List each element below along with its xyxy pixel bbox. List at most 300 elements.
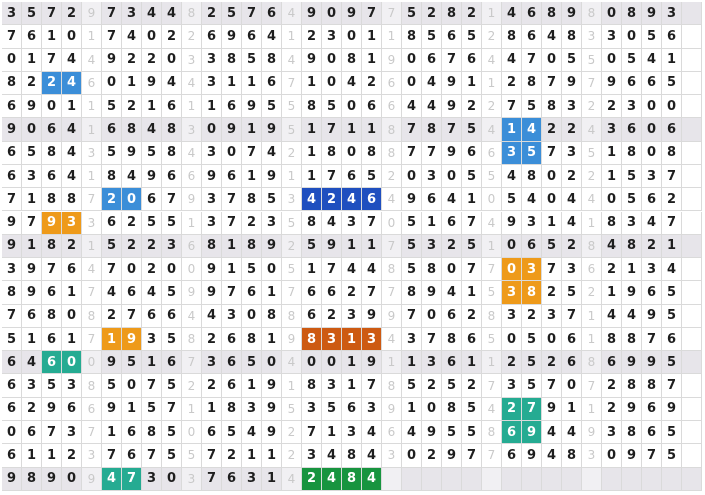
digit-cell[interactable]: 8 — [562, 444, 582, 467]
digit-cell[interactable]: 2 — [562, 165, 582, 188]
digit-cell[interactable]: 7 — [22, 212, 42, 235]
digit-cell[interactable]: 1 — [362, 25, 382, 48]
digit-cell[interactable]: 5 — [262, 95, 282, 118]
digit-cell[interactable]: 3 — [242, 468, 262, 491]
digit-cell[interactable]: 9 — [2, 212, 22, 235]
digit-cell[interactable]: 6 — [522, 25, 542, 48]
digit-cell[interactable]: 0 — [22, 118, 42, 141]
digit-cell[interactable]: 0 — [122, 374, 142, 397]
digit-cell[interactable]: 1 — [462, 188, 482, 211]
highlighted-digit[interactable]: 8 — [302, 328, 322, 351]
separator-digit[interactable]: 7 — [482, 374, 502, 397]
separator-digit[interactable]: 5 — [482, 328, 502, 351]
digit-cell[interactable]: 8 — [442, 398, 462, 421]
digit-cell[interactable]: 7 — [42, 49, 62, 72]
digit-cell[interactable]: 4 — [622, 305, 642, 328]
digit-cell[interactable]: 9 — [262, 374, 282, 397]
digit-cell[interactable]: 4 — [642, 49, 662, 72]
digit-cell[interactable]: 3 — [2, 258, 22, 281]
digit-cell[interactable]: 5 — [362, 165, 382, 188]
digit-cell[interactable]: 0 — [262, 351, 282, 374]
digit-cell[interactable]: 6 — [662, 118, 682, 141]
separator-digit[interactable] — [582, 468, 602, 491]
digit-cell[interactable] — [682, 281, 702, 304]
digit-cell[interactable]: 1 — [302, 118, 322, 141]
digit-cell[interactable]: 2 — [62, 444, 82, 467]
digit-cell[interactable]: 6 — [2, 142, 22, 165]
separator-digit[interactable]: 1 — [82, 25, 102, 48]
separator-digit[interactable]: 1 — [82, 165, 102, 188]
digit-cell[interactable]: 0 — [542, 188, 562, 211]
digit-cell[interactable]: 7 — [102, 2, 122, 25]
separator-digit[interactable]: 2 — [482, 25, 502, 48]
digit-cell[interactable]: 6 — [662, 328, 682, 351]
digit-cell[interactable]: 9 — [202, 281, 222, 304]
digit-cell[interactable]: 6 — [22, 305, 42, 328]
separator-digit[interactable]: 3 — [282, 188, 302, 211]
separator-digit[interactable]: 9 — [182, 281, 202, 304]
digit-cell[interactable]: 8 — [262, 305, 282, 328]
digit-cell[interactable]: 8 — [522, 72, 542, 95]
digit-cell[interactable]: 7 — [322, 258, 342, 281]
digit-cell[interactable]: 3 — [262, 212, 282, 235]
separator-digit[interactable]: 2 — [582, 95, 602, 118]
separator-digit[interactable]: 1 — [482, 72, 502, 95]
separator-digit[interactable]: 8 — [382, 258, 402, 281]
digit-cell[interactable]: 4 — [502, 49, 522, 72]
separator-digit[interactable]: 9 — [382, 305, 402, 328]
digit-cell[interactable]: 0 — [62, 468, 82, 491]
digit-cell[interactable]: 6 — [22, 421, 42, 444]
digit-cell[interactable]: 6 — [502, 444, 522, 467]
digit-cell[interactable]: 7 — [2, 188, 22, 211]
digit-cell[interactable]: 6 — [422, 49, 442, 72]
digit-cell[interactable]: 2 — [522, 305, 542, 328]
digit-cell[interactable]: 7 — [462, 212, 482, 235]
separator-digit[interactable]: 6 — [82, 72, 102, 95]
digit-cell[interactable]: 0 — [142, 25, 162, 48]
digit-cell[interactable]: 3 — [642, 258, 662, 281]
highlighted-digit[interactable]: 4 — [522, 118, 542, 141]
digit-cell[interactable]: 3 — [342, 305, 362, 328]
digit-cell[interactable]: 7 — [402, 305, 422, 328]
separator-digit[interactable]: 4 — [182, 72, 202, 95]
digit-cell[interactable]: 6 — [2, 398, 22, 421]
digit-cell[interactable]: 1 — [602, 142, 622, 165]
digit-cell[interactable]: 3 — [62, 374, 82, 397]
digit-cell[interactable]: 2 — [102, 305, 122, 328]
digit-cell[interactable]: 0 — [542, 49, 562, 72]
digit-cell[interactable]: 0 — [62, 305, 82, 328]
digit-cell[interactable]: 6 — [322, 281, 342, 304]
separator-digit[interactable]: 1 — [182, 212, 202, 235]
digit-cell[interactable]: 9 — [202, 258, 222, 281]
digit-cell[interactable]: 2 — [242, 212, 262, 235]
separator-digit[interactable]: 7 — [582, 72, 602, 95]
digit-cell[interactable]: 6 — [462, 328, 482, 351]
separator-digit[interactable]: 7 — [82, 421, 102, 444]
digit-cell[interactable]: 1 — [402, 398, 422, 421]
digit-cell[interactable]: 2 — [122, 49, 142, 72]
digit-cell[interactable]: 6 — [2, 374, 22, 397]
digit-cell[interactable]: 9 — [122, 142, 142, 165]
digit-cell[interactable]: 4 — [322, 444, 342, 467]
digit-cell[interactable]: 4 — [342, 72, 362, 95]
digit-cell[interactable]: 5 — [162, 212, 182, 235]
digit-cell[interactable] — [682, 142, 702, 165]
digit-cell[interactable] — [682, 468, 702, 491]
digit-cell[interactable]: 7 — [402, 118, 422, 141]
digit-cell[interactable]: 5 — [162, 281, 182, 304]
digit-cell[interactable]: 6 — [362, 95, 382, 118]
digit-cell[interactable]: 6 — [462, 142, 482, 165]
digit-cell[interactable]: 7 — [562, 305, 582, 328]
digit-cell[interactable]: 9 — [262, 118, 282, 141]
digit-cell[interactable]: 9 — [222, 25, 242, 48]
separator-digit[interactable]: 8 — [382, 374, 402, 397]
digit-cell[interactable]: 6 — [622, 72, 642, 95]
digit-cell[interactable]: 7 — [642, 444, 662, 467]
digit-cell[interactable]: 5 — [22, 142, 42, 165]
digit-cell[interactable]: 0 — [202, 118, 222, 141]
highlighted-digit[interactable]: 4 — [102, 468, 122, 491]
highlighted-digit[interactable]: 4 — [362, 468, 382, 491]
digit-cell[interactable]: 8 — [522, 165, 542, 188]
digit-cell[interactable]: 2 — [142, 235, 162, 258]
digit-cell[interactable]: 1 — [22, 328, 42, 351]
digit-cell[interactable]: 1 — [622, 258, 642, 281]
digit-cell[interactable]: 0 — [162, 258, 182, 281]
digit-cell[interactable]: 4 — [262, 142, 282, 165]
digit-cell[interactable]: 5 — [322, 95, 342, 118]
digit-cell[interactable]: 6 — [142, 305, 162, 328]
highlighted-digit[interactable]: 6 — [42, 351, 62, 374]
digit-cell[interactable]: 2 — [202, 374, 222, 397]
digit-cell[interactable]: 4 — [602, 235, 622, 258]
digit-cell[interactable]: 4 — [442, 281, 462, 304]
digit-cell[interactable] — [602, 468, 622, 491]
digit-cell[interactable]: 6 — [142, 188, 162, 211]
digit-cell[interactable] — [682, 95, 702, 118]
digit-cell[interactable]: 2 — [642, 235, 662, 258]
digit-cell[interactable]: 3 — [202, 142, 222, 165]
digit-cell[interactable]: 0 — [422, 305, 442, 328]
digit-cell[interactable]: 5 — [622, 188, 642, 211]
digit-cell[interactable] — [682, 25, 702, 48]
digit-cell[interactable]: 3 — [142, 468, 162, 491]
digit-cell[interactable]: 1 — [562, 398, 582, 421]
digit-cell[interactable]: 0 — [442, 165, 462, 188]
separator-digit[interactable]: 1 — [82, 235, 102, 258]
digit-cell[interactable]: 9 — [442, 72, 462, 95]
digit-cell[interactable] — [682, 2, 702, 25]
digit-cell[interactable]: 9 — [622, 351, 642, 374]
digit-cell[interactable]: 0 — [322, 2, 342, 25]
digit-cell[interactable]: 8 — [222, 398, 242, 421]
digit-cell[interactable]: 6 — [222, 468, 242, 491]
digit-cell[interactable] — [502, 468, 522, 491]
digit-cell[interactable]: 0 — [542, 328, 562, 351]
digit-cell[interactable]: 7 — [162, 188, 182, 211]
digit-cell[interactable]: 9 — [362, 305, 382, 328]
separator-digit[interactable]: 8 — [382, 118, 402, 141]
highlighted-digit[interactable]: 4 — [342, 188, 362, 211]
digit-cell[interactable]: 3 — [202, 72, 222, 95]
digit-cell[interactable]: 9 — [262, 421, 282, 444]
digit-cell[interactable] — [462, 468, 482, 491]
digit-cell[interactable]: 7 — [362, 2, 382, 25]
highlighted-digit[interactable]: 5 — [522, 142, 542, 165]
digit-cell[interactable]: 1 — [542, 212, 562, 235]
digit-cell[interactable]: 1 — [342, 351, 362, 374]
digit-cell[interactable]: 0 — [642, 118, 662, 141]
digit-cell[interactable]: 7 — [422, 328, 442, 351]
digit-cell[interactable]: 3 — [22, 374, 42, 397]
digit-cell[interactable]: 3 — [642, 165, 662, 188]
digit-cell[interactable] — [682, 72, 702, 95]
digit-cell[interactable]: 3 — [562, 258, 582, 281]
digit-cell[interactable]: 7 — [102, 258, 122, 281]
separator-digit[interactable]: 5 — [482, 165, 502, 188]
digit-cell[interactable]: 3 — [122, 2, 142, 25]
separator-digit[interactable]: 5 — [282, 95, 302, 118]
digit-cell[interactable]: 1 — [662, 235, 682, 258]
highlighted-digit[interactable]: 2 — [42, 72, 62, 95]
digit-cell[interactable]: 4 — [522, 188, 542, 211]
separator-digit[interactable]: 5 — [282, 258, 302, 281]
digit-cell[interactable]: 6 — [2, 351, 22, 374]
separator-digit[interactable]: 2 — [282, 142, 302, 165]
digit-cell[interactable]: 2 — [562, 235, 582, 258]
separator-digit[interactable]: 2 — [182, 25, 202, 48]
separator-digit[interactable]: 9 — [182, 188, 202, 211]
highlighted-digit[interactable]: 2 — [302, 468, 322, 491]
separator-digit[interactable]: 4 — [182, 305, 202, 328]
digit-cell[interactable]: 3 — [162, 235, 182, 258]
digit-cell[interactable]: 6 — [262, 72, 282, 95]
digit-cell[interactable]: 3 — [602, 421, 622, 444]
separator-digit[interactable]: 4 — [582, 188, 602, 211]
digit-cell[interactable]: 7 — [422, 142, 442, 165]
digit-cell[interactable]: 5 — [162, 374, 182, 397]
digit-cell[interactable]: 8 — [202, 235, 222, 258]
digit-cell[interactable]: 5 — [462, 235, 482, 258]
digit-cell[interactable]: 7 — [202, 444, 222, 467]
separator-digit[interactable]: 7 — [82, 188, 102, 211]
digit-cell[interactable]: 7 — [362, 374, 382, 397]
digit-cell[interactable]: 7 — [322, 165, 342, 188]
digit-cell[interactable]: 2 — [422, 374, 442, 397]
digit-cell[interactable]: 6 — [622, 118, 642, 141]
digit-cell[interactable]: 7 — [522, 49, 542, 72]
digit-cell[interactable]: 8 — [62, 188, 82, 211]
separator-digit[interactable]: 6 — [182, 235, 202, 258]
digit-cell[interactable] — [682, 235, 702, 258]
digit-cell[interactable]: 0 — [162, 468, 182, 491]
digit-cell[interactable]: 6 — [2, 95, 22, 118]
separator-digit[interactable]: 1 — [182, 95, 202, 118]
digit-cell[interactable]: 5 — [142, 212, 162, 235]
digit-cell[interactable]: 6 — [442, 25, 462, 48]
digit-cell[interactable]: 0 — [662, 95, 682, 118]
digit-cell[interactable]: 3 — [62, 421, 82, 444]
digit-cell[interactable]: 4 — [62, 49, 82, 72]
digit-cell[interactable]: 6 — [662, 25, 682, 48]
digit-cell[interactable]: 9 — [262, 398, 282, 421]
separator-digit[interactable]: 5 — [282, 398, 302, 421]
highlighted-digit[interactable]: 3 — [362, 328, 382, 351]
digit-cell[interactable]: 0 — [322, 72, 342, 95]
digit-cell[interactable]: 1 — [222, 258, 242, 281]
digit-cell[interactable]: 3 — [242, 398, 262, 421]
digit-cell[interactable]: 2 — [542, 281, 562, 304]
digit-cell[interactable]: 0 — [562, 374, 582, 397]
digit-cell[interactable]: 5 — [522, 374, 542, 397]
digit-cell[interactable]: 7 — [542, 258, 562, 281]
digit-cell[interactable]: 5 — [402, 374, 422, 397]
digit-cell[interactable]: 6 — [642, 421, 662, 444]
digit-cell[interactable]: 5 — [542, 235, 562, 258]
separator-digit[interactable]: 7 — [282, 72, 302, 95]
digit-cell[interactable]: 6 — [42, 281, 62, 304]
digit-cell[interactable]: 0 — [502, 235, 522, 258]
digit-cell[interactable]: 5 — [262, 188, 282, 211]
separator-digit[interactable]: 9 — [582, 421, 602, 444]
separator-digit[interactable]: 3 — [82, 444, 102, 467]
digit-cell[interactable]: 2 — [142, 258, 162, 281]
digit-cell[interactable]: 2 — [462, 374, 482, 397]
digit-cell[interactable]: 8 — [402, 25, 422, 48]
digit-cell[interactable]: 9 — [622, 281, 642, 304]
digit-cell[interactable]: 7 — [442, 118, 462, 141]
digit-cell[interactable]: 8 — [622, 142, 642, 165]
digit-cell[interactable]: 2 — [142, 49, 162, 72]
digit-cell[interactable]: 9 — [422, 281, 442, 304]
digit-cell[interactable]: 7 — [42, 258, 62, 281]
highlighted-digit[interactable]: 3 — [502, 281, 522, 304]
separator-digit[interactable]: 4 — [482, 212, 502, 235]
digit-cell[interactable]: 1 — [262, 281, 282, 304]
digit-cell[interactable]: 9 — [242, 95, 262, 118]
digit-cell[interactable]: 6 — [522, 235, 542, 258]
digit-cell[interactable]: 4 — [602, 305, 622, 328]
digit-cell[interactable]: 0 — [342, 25, 362, 48]
separator-digit[interactable]: 4 — [582, 118, 602, 141]
digit-cell[interactable]: 5 — [462, 398, 482, 421]
separator-digit[interactable]: 4 — [82, 258, 102, 281]
digit-cell[interactable]: 2 — [602, 398, 622, 421]
digit-cell[interactable]: 9 — [2, 118, 22, 141]
digit-cell[interactable]: 1 — [262, 444, 282, 467]
digit-cell[interactable]: 6 — [102, 212, 122, 235]
digit-cell[interactable]: 5 — [642, 25, 662, 48]
digit-cell[interactable]: 4 — [542, 444, 562, 467]
digit-cell[interactable]: 5 — [102, 142, 122, 165]
digit-cell[interactable]: 4 — [642, 212, 662, 235]
highlighted-digit[interactable]: 4 — [62, 72, 82, 95]
digit-cell[interactable]: 4 — [402, 421, 422, 444]
separator-digit[interactable]: 7 — [82, 328, 102, 351]
digit-cell[interactable]: 9 — [642, 351, 662, 374]
digit-cell[interactable]: 2 — [342, 281, 362, 304]
digit-cell[interactable]: 7 — [462, 258, 482, 281]
digit-cell[interactable]: 9 — [442, 142, 462, 165]
digit-cell[interactable]: 4 — [502, 2, 522, 25]
separator-digit[interactable]: 3 — [82, 212, 102, 235]
digit-cell[interactable]: 5 — [462, 165, 482, 188]
digit-cell[interactable]: 4 — [542, 421, 562, 444]
digit-cell[interactable]: 6 — [302, 305, 322, 328]
digit-cell[interactable]: 5 — [242, 49, 262, 72]
separator-digit[interactable]: 7 — [382, 2, 402, 25]
digit-cell[interactable]: 8 — [242, 328, 262, 351]
digit-cell[interactable]: 7 — [322, 118, 342, 141]
digit-cell[interactable]: 1 — [62, 328, 82, 351]
digit-cell[interactable] — [422, 468, 442, 491]
highlighted-digit[interactable]: 4 — [322, 468, 342, 491]
digit-cell[interactable] — [662, 468, 682, 491]
digit-cell[interactable]: 8 — [42, 235, 62, 258]
separator-digit[interactable]: 2 — [282, 444, 302, 467]
digit-cell[interactable]: 1 — [362, 235, 382, 258]
digit-cell[interactable]: 1 — [22, 49, 42, 72]
digit-cell[interactable]: 4 — [162, 72, 182, 95]
digit-cell[interactable]: 8 — [42, 142, 62, 165]
digit-cell[interactable]: 2 — [422, 2, 442, 25]
digit-cell[interactable]: 5 — [462, 25, 482, 48]
digit-cell[interactable]: 7 — [542, 374, 562, 397]
highlighted-digit[interactable]: 7 — [522, 398, 542, 421]
digit-cell[interactable]: 7 — [142, 374, 162, 397]
digit-cell[interactable]: 8 — [602, 212, 622, 235]
digit-cell[interactable]: 0 — [602, 444, 622, 467]
digit-cell[interactable]: 8 — [302, 212, 322, 235]
digit-cell[interactable]: 5 — [562, 281, 582, 304]
digit-cell[interactable]: 6 — [342, 165, 362, 188]
digit-cell[interactable]: 5 — [222, 421, 242, 444]
digit-cell[interactable]: 0 — [642, 95, 662, 118]
digit-cell[interactable]: 0 — [642, 142, 662, 165]
digit-cell[interactable]: 1 — [22, 235, 42, 258]
digit-cell[interactable]: 7 — [302, 421, 322, 444]
digit-cell[interactable]: 0 — [242, 305, 262, 328]
digit-cell[interactable]: 5 — [322, 398, 342, 421]
digit-cell[interactable]: 1 — [262, 468, 282, 491]
digit-cell[interactable]: 3 — [502, 374, 522, 397]
digit-cell[interactable]: 2 — [62, 2, 82, 25]
digit-cell[interactable]: 5 — [662, 351, 682, 374]
digit-cell[interactable]: 6 — [562, 328, 582, 351]
digit-cell[interactable]: 4 — [342, 258, 362, 281]
digit-cell[interactable]: 2 — [502, 351, 522, 374]
separator-digit[interactable] — [382, 468, 402, 491]
digit-cell[interactable]: 0 — [322, 49, 342, 72]
separator-digit[interactable]: 1 — [582, 328, 602, 351]
digit-cell[interactable]: 6 — [122, 421, 142, 444]
digit-cell[interactable]: 7 — [102, 25, 122, 48]
digit-cell[interactable]: 3 — [202, 351, 222, 374]
digit-cell[interactable]: 9 — [442, 95, 462, 118]
digit-cell[interactable]: 1 — [222, 72, 242, 95]
separator-digit[interactable]: 4 — [482, 49, 502, 72]
separator-digit[interactable]: 4 — [282, 468, 302, 491]
digit-cell[interactable]: 4 — [362, 258, 382, 281]
digit-cell[interactable]: 5 — [22, 2, 42, 25]
digit-cell[interactable]: 5 — [662, 444, 682, 467]
digit-cell[interactable]: 1 — [302, 165, 322, 188]
separator-digit[interactable]: 3 — [382, 444, 402, 467]
digit-cell[interactable]: 7 — [102, 444, 122, 467]
